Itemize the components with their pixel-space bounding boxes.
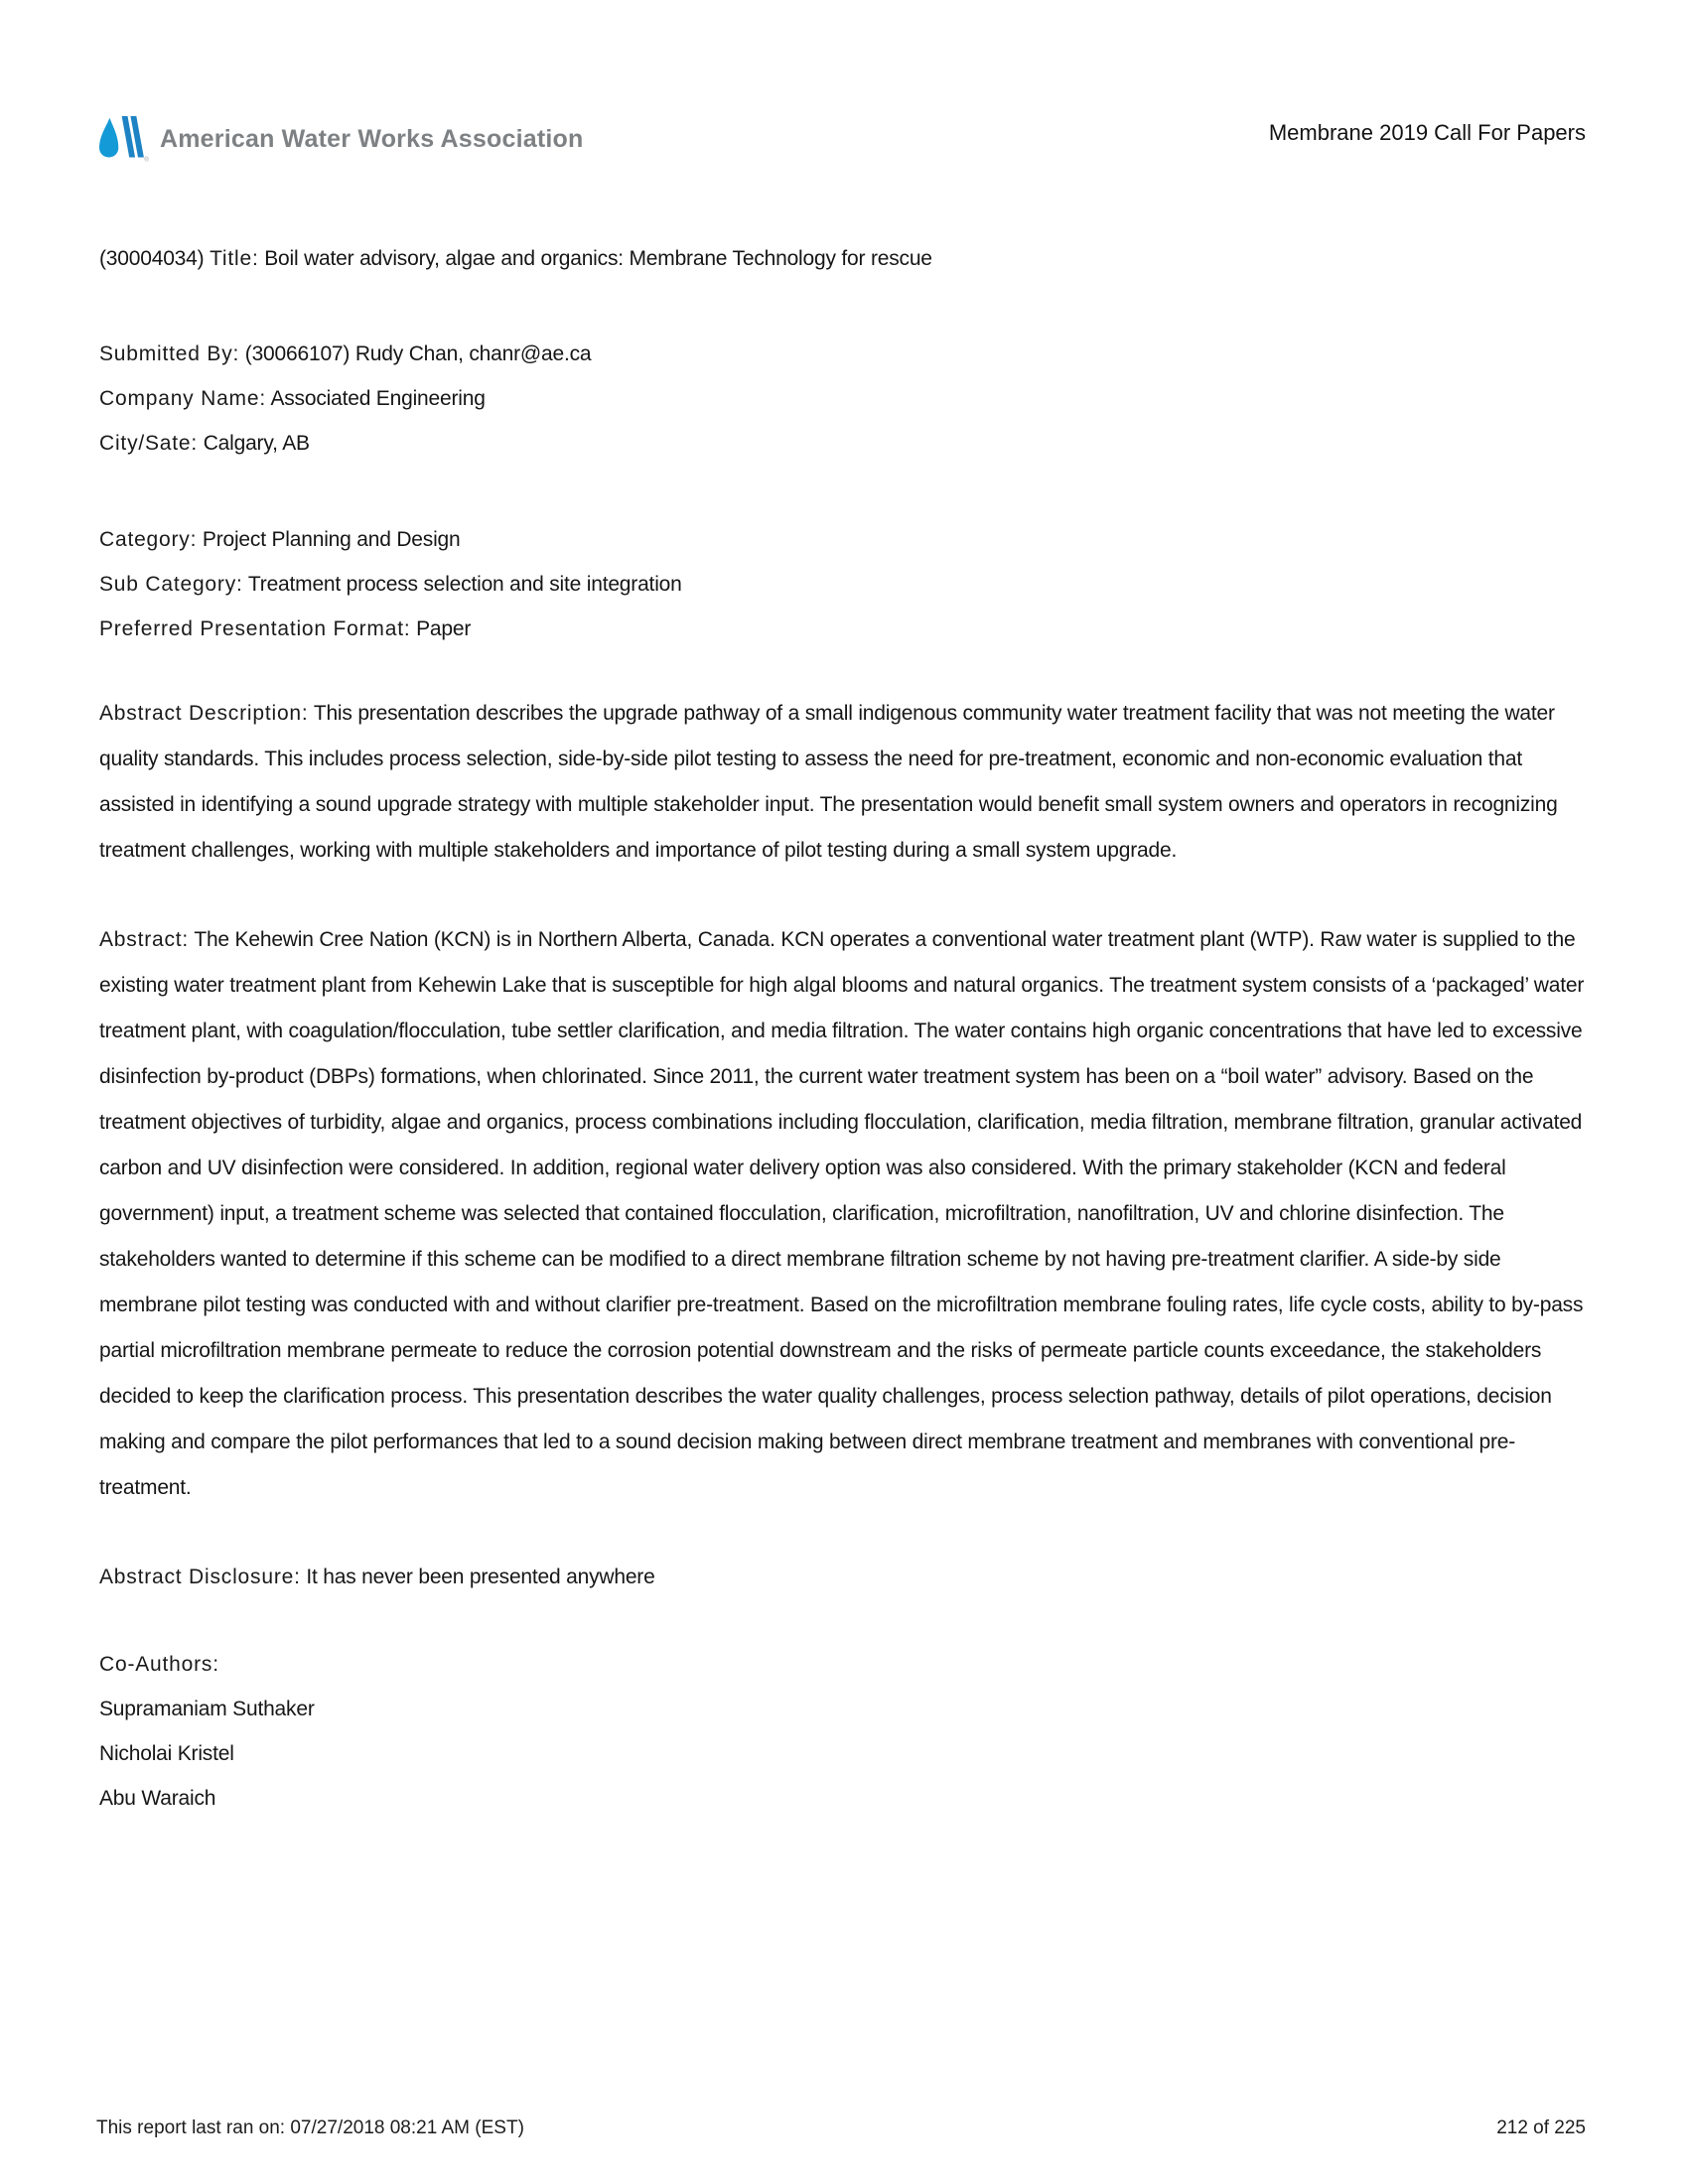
registered-trademark: ® (144, 156, 149, 164)
abstract-description-paragraph (99, 691, 1589, 874)
report-title: Membrane 2019 Call For Papers (1268, 120, 1586, 145)
awwa-drop-logo-icon (99, 115, 151, 164)
footer-last-ran: This report last ran on: 07/27/2018 08:21 AM (EST) (96, 2117, 524, 2138)
city-state-value: Calgary, AB (203, 432, 310, 455)
submission-content (99, 236, 1589, 1821)
co-authors-label: Co-Authors: (99, 1653, 219, 1676)
sub-category-label: Sub Category: (99, 573, 243, 596)
category-label: Category: (99, 528, 198, 551)
abstract-disclosure-paragraph (99, 1555, 1589, 1600)
co-author-name: Abu Waraich (99, 1787, 216, 1810)
submitted-by-row (99, 332, 1589, 376)
company-row (99, 376, 1589, 421)
sub-category-row (99, 562, 1589, 607)
city-state-label: City/Sate: (99, 432, 199, 455)
abstract-disclosure-label: Abstract Disclosure: (99, 1566, 301, 1588)
submitted-by-value: (30066107) Rudy Chan, chanr@ae.ca (244, 342, 592, 365)
category-row (99, 517, 1589, 562)
category-fields (99, 517, 1589, 651)
submission-title: Boil water advisory, algae and organics: Membrane Technology for rescue (264, 247, 932, 270)
abstract-disclosure-text: It has never been presented anywhere (306, 1566, 655, 1588)
company-value: Associated Engineering (270, 387, 486, 410)
water-drop-icon (99, 118, 118, 158)
abstract-description-label: Abstract Description: (99, 702, 309, 725)
abstract-description-text: This presentation describes the upgrade pathway of a small indigenous community water treatment facility that was not meeting the water quality standards. This includes process selection, side-by-side pilot testing to assess the need for pre-treatment, economic and non-economic evaluation that assisted in identifying a sound upgrade strategy with multiple stakeholder input. The presentation would benefit small system owners and operators in recognizing treatment challenges, working with multiple stakeholders and importance of pilot testing during a small system upgrade. (99, 702, 1558, 862)
title-label: Title: (210, 247, 259, 270)
abstract-label: Abstract: (99, 928, 190, 951)
city-state-row (99, 421, 1589, 466)
submission-title-line (99, 236, 1589, 282)
sub-category-value: Treatment process selection and site integration (247, 573, 682, 596)
submission-id: (30004034) (99, 247, 205, 270)
abstract-text: The Kehewin Cree Nation (KCN) is in Northern Alberta, Canada. KCN operates a conventional water treatment plant (WTP). Raw water is supplied to the existing water treatment plant from Kehewin Lake that is susceptible for high algal blooms and natural organics. The treatment system consists of a ‘packaged’ water treatment plant, with coagulation/flocculation, tube settler clarification, and media filtration. The water contains high organic concentrations that have led to excessive disinfection by-product (DBPs) formations, when chlorinated. Since 2011, the current water treatment system has been on a “boil water” advisory. Based on the treatment objectives of turbidity, algae and organics, process combinations including flocculation, clarification, media filtration, membrane filtration, granular activated carbon and UV disinfection were considered. In addition, regional water delivery option was also considered. With the primary stakeholder (KCN and federal government) input, a treatment scheme was selected that contained flocculation, clarification, microfiltration, nanofiltration, UV and chlorine disinfection. The stakeholders wanted to determine if this scheme can be modified to a direct membrane filtration scheme by not having pre-treatment clarifier. A side-by side membrane pilot testing was conducted with and without clarifier pre-treatment. Based on the microfiltration membrane fouling rates, life cycle costs, ability to by-pass partial microfiltration membrane permeate to reduce the corrosion potential downstream and the risks of permeate particle counts exceedance, the stakeholders decided to keep the clarification process. This presentation describes the water quality challenges, process selection pathway, details of pilot operations, decision making and compare the pilot performances that led to a sound decision making between direct membrane treatment and membranes with conventional pre-treatment. (99, 928, 1585, 1499)
footer-page-indicator: 212 of 225 (1496, 2117, 1586, 2138)
abstract-paragraph (99, 917, 1589, 1511)
awwa-logo (99, 115, 583, 164)
page-footer (96, 2117, 1586, 2139)
format-value: Paper (416, 617, 472, 640)
co-author-name: Supramaniam Suthaker (99, 1698, 315, 1720)
co-authors-section (99, 1642, 1589, 1821)
co-author-name: Nicholai Kristel (99, 1742, 234, 1765)
company-label: Company Name: (99, 387, 266, 410)
submitter-fields (99, 332, 1589, 466)
submitted-by-label: Submitted By: (99, 342, 240, 365)
format-label: Preferred Presentation Format: (99, 617, 411, 640)
format-row (99, 607, 1589, 651)
org-name: American Water Works Association (160, 125, 584, 153)
category-value: Project Planning and Design (202, 528, 461, 551)
